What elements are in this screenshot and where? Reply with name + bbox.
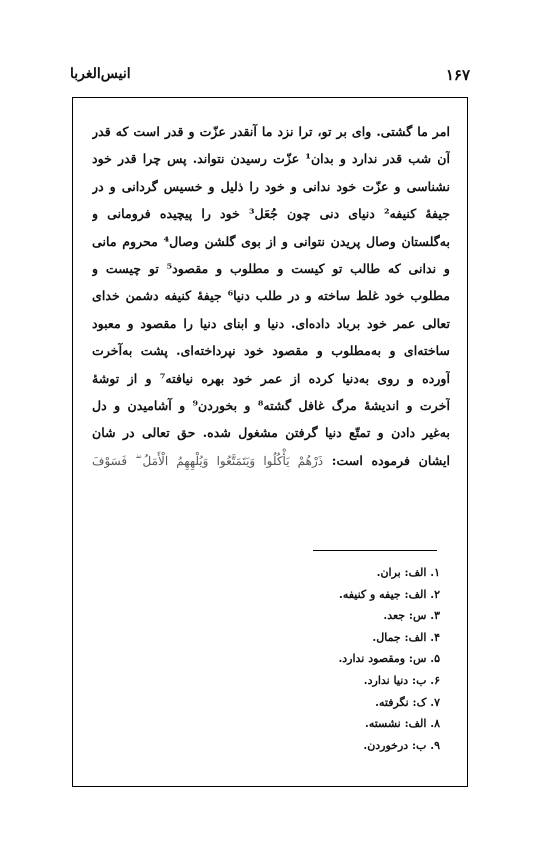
footnote: ۱. الف: بران. — [376, 566, 440, 579]
last-line-text: ایشان فرموده است: — [331, 452, 450, 468]
footnotes-list — [150, 562, 440, 756]
body-line: جیفهٔ کنیفه² دنیای دنی چون جُعَل³ خود را پیچیده فرومانی و — [92, 206, 450, 222]
footnote: ۸. الف: نشسته. — [365, 717, 440, 731]
body-line: آن شب قدر ندارد و بدان¹ عزّت رسیدن نتواند. پس چرا قدر خود — [92, 151, 450, 167]
running-head — [70, 66, 470, 86]
body-line: امر ما گشتی. وای بر تو، ترا نزد ما آنقدر عزّت و قدر است که قدر — [92, 124, 450, 139]
body-last-line — [92, 447, 450, 475]
body-line: به‌غیر دادن و تمتّع دنیا گرفتن مشغول شده. حق تعالی در شان — [92, 425, 450, 441]
body-line: آخرت و اندیشهٔ مرگ غافل گشته⁸ و بخوردن⁹ و آشامیدن و دل — [92, 398, 450, 414]
footnote: ۳. س: جعد. — [383, 609, 440, 623]
body-line: نشناسی و عزّت خود ندانی و خود را ذلیل و خسیس گردانی و در — [92, 178, 450, 194]
footnote: ۵. س: ومقصود ندارد. — [338, 652, 440, 666]
footnote: ۲. الف: جیفه و کنیفه. — [339, 587, 440, 601]
footnote: ۶. ب: دنیا ندارد. — [363, 673, 440, 687]
body-line: و ندانی که طالب تو کیست و مطلوب و مقصود⁵ تو چیست و — [92, 261, 450, 277]
footnote: ۴. الف: جمال. — [372, 630, 440, 644]
body-line: آورده و روی به‌دنیا کرده از عمر خود بهره نیافته⁷ و از توشهٔ — [92, 370, 450, 386]
body-line: تعالی عمر خود برباد داده‌ای. دنیا و ابنای دنیا را مقصود و معبود — [92, 315, 450, 331]
footnote-rule — [313, 550, 437, 551]
body-line: ساخته‌ای و به‌مطلوب و مقصود خود نپرداخته‌ای. پشت به‌آخرت — [92, 343, 450, 359]
book-title: انیس‌الغربا — [70, 66, 131, 82]
body-text — [92, 118, 450, 475]
quran-verse: ذَرْهُمْ يَأْكُلُوا وَيَتَمَتَّعُوا وَيُلْهِهِمُ الْأَمَلُ ۖ فَسَوْفَ — [92, 453, 324, 468]
footnote: ۹. ب: درخوردن. — [363, 738, 440, 752]
body-line: مطلوب خود غلط ساخته و در طلب دنیا⁶ جیفهٔ کنیفه دشمن خدای — [92, 288, 450, 304]
body-line: به‌گلستان وصال پریدن نتوانی و از بوی گلشن وصال⁴ محروم مانی — [92, 233, 450, 249]
footnote: ۷. ک: نگرفته. — [375, 695, 440, 709]
page-number: ۱۶۷ — [445, 66, 470, 84]
